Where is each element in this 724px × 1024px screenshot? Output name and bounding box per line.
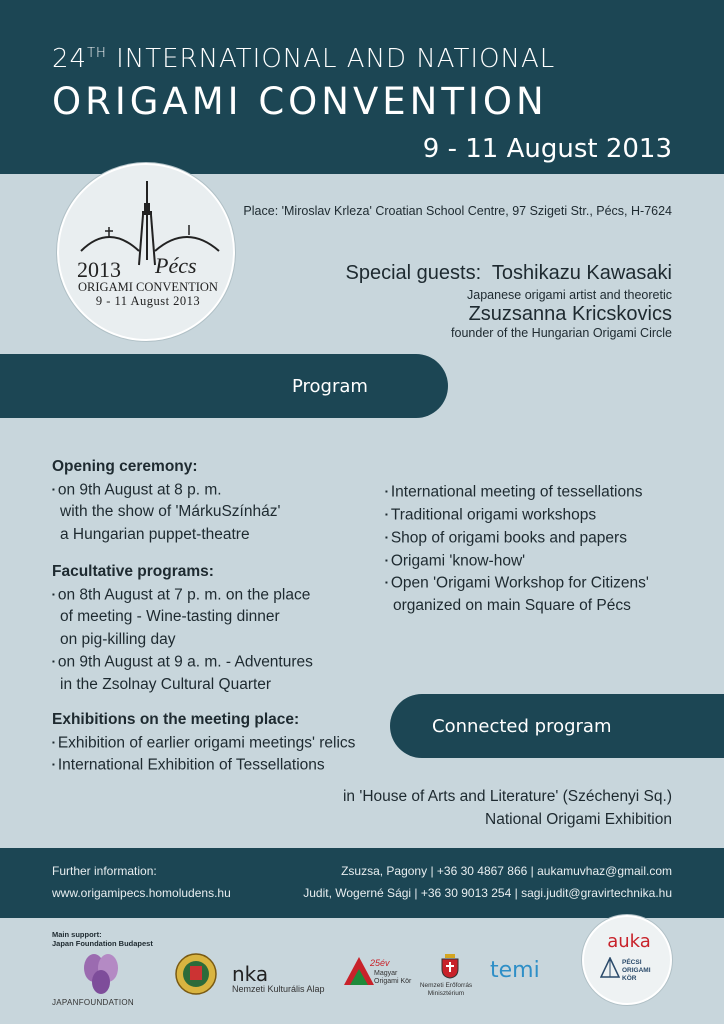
- list-item: ▪ on 8th August at 7 p. m. on the place: [52, 584, 313, 607]
- facultative-section: [52, 561, 313, 697]
- support-label: Main support:: [52, 930, 102, 939]
- guest2-name: Zsuzsanna Kricskovics: [468, 303, 672, 325]
- japan-foundation-text: JAPANFOUNDATION: [52, 998, 134, 1007]
- convention-edition-line: 24TH INTERNATIONAL AND NATIONAL: [52, 44, 556, 74]
- header-banner: [0, 0, 724, 174]
- logo-title: ORIGAMI CONVENTION: [78, 280, 218, 294]
- list-item: a Hungarian puppet-theatre: [60, 525, 250, 543]
- list-item: of meeting - Wine-tasting dinner: [60, 608, 280, 626]
- main-support: [52, 930, 153, 948]
- footer-info: [0, 848, 724, 918]
- list-item: ▪ Origami 'know-how': [385, 550, 649, 573]
- list-item: ▪ Exhibition of earlier origami meetings' relics: [52, 732, 355, 755]
- facultative-title: Facultative programs:: [52, 563, 214, 580]
- website-link[interactable]: www.origamipecs.homoludens.hu: [52, 886, 231, 900]
- exhibitions-title: Exhibitions on the meeting place:: [52, 711, 300, 728]
- connected-venue: in 'House of Arts and Literature' (Széchenyi Sq.): [342, 788, 672, 805]
- list-item: ▪ on 9th August at 8 p. m.: [52, 479, 280, 502]
- nka-text: Nemzeti Kulturális Alap: [232, 984, 325, 994]
- venue-place: Place: 'Miroslav Krleza' Croatian School Centre, 97 Szigeti Str., Pécs, H-7624: [243, 204, 672, 218]
- origami-crane-icon: [600, 957, 620, 979]
- opening-title: Opening ceremony:: [52, 458, 198, 475]
- list-item: on pig-killing day: [60, 630, 176, 648]
- contact-judit: Judit, Wogerné Sági | +36 30 9013 254 | sagi.judit@gravirtechnika.hu: [303, 886, 672, 900]
- list-item: with the show of 'MárkuSzínház': [60, 503, 281, 521]
- special-guests-line: Special guests: Toshikazu Kawasaki: [345, 262, 672, 284]
- pecs-coat-of-arms-icon: [175, 953, 217, 995]
- hungary-crest-icon: [440, 953, 460, 979]
- list-item: ▪ Open 'Origami Workshop for Citizens': [385, 572, 649, 595]
- support-name: Japan Foundation Budapest: [52, 939, 153, 948]
- program-list-right: [385, 481, 649, 618]
- mok-years: 25év: [370, 958, 390, 968]
- list-item: organized on main Square of Pécs: [393, 597, 631, 615]
- logo-dates: 9 - 11 August 2013: [95, 294, 201, 308]
- program-heading: Program: [292, 376, 368, 397]
- connected-exhibition: National Origami Exhibition: [485, 810, 672, 828]
- guest1-description: Japanese origami artist and theoretic: [467, 288, 672, 302]
- convention-title: ORIGAMI CONVENTION: [52, 80, 548, 123]
- list-item: ▪ Shop of origami books and papers: [385, 527, 649, 550]
- logo-script: Pécs: [155, 253, 197, 278]
- nka-logo-text: nka: [232, 962, 269, 986]
- auka-pok-logo: [582, 915, 672, 1005]
- logo-year: 2013: [77, 257, 121, 282]
- japan-foundation-logo-icon: [76, 950, 126, 998]
- further-info-label: Further information:: [52, 864, 157, 878]
- contact-zsuzsa: Zsuzsa, Pagony | +36 30 4867 866 | aukamuvhaz@gmail.com: [341, 864, 672, 878]
- tower-crane-icon: [59, 165, 237, 343]
- list-item: ▪ International Exhibition of Tessellations: [52, 754, 355, 777]
- exhibitions-section: [52, 709, 355, 777]
- list-item: ▪ Traditional origami workshops: [385, 504, 649, 527]
- list-item: in the Zsolnay Cultural Quarter: [60, 676, 272, 694]
- connected-heading: Connected program: [432, 716, 612, 737]
- convention-dates: 9 - 11 August 2013: [422, 134, 672, 164]
- list-item: ▪ on 9th August at 9 a. m. - Adventures: [52, 651, 313, 674]
- list-item: ▪ International meeting of tessellations: [385, 481, 649, 504]
- auka-text: auka: [607, 931, 651, 952]
- opening-ceremony-section: [52, 456, 280, 546]
- program-band: [0, 354, 448, 418]
- convention-logo: [57, 163, 235, 341]
- guest2-description: founder of the Hungarian Origami Circle: [451, 326, 672, 340]
- ministry-text: Nemzeti Erőforrás Minisztérium: [419, 982, 473, 997]
- pok-text: PÉCSI ORIGAMI KÖR: [622, 959, 651, 982]
- mok-text: Magyar Origami Kör: [374, 970, 412, 985]
- connected-details: [343, 786, 672, 831]
- temi-logo: temi: [490, 958, 540, 983]
